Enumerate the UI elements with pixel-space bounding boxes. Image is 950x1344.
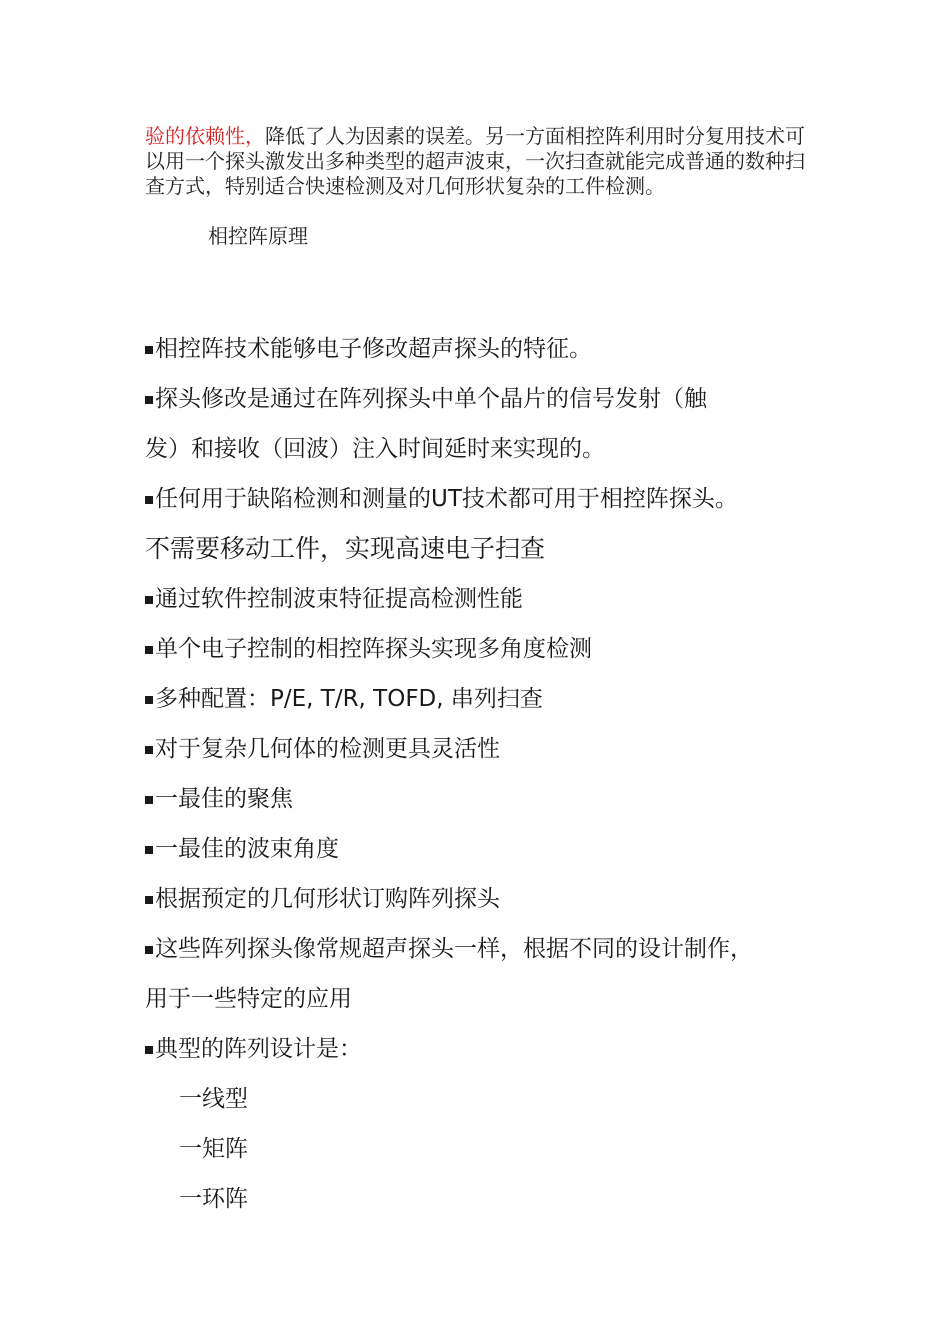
list-item bbox=[145, 874, 835, 924]
sub-list-item bbox=[145, 1174, 835, 1224]
sub-list-item bbox=[145, 1124, 835, 1174]
list-item bbox=[145, 474, 835, 524]
list-item bbox=[145, 724, 835, 774]
list-item bbox=[145, 374, 835, 424]
bullet-square-icon bbox=[145, 946, 153, 954]
list-item bbox=[145, 824, 835, 874]
bullet-square-icon bbox=[145, 496, 153, 504]
bullet-square-icon bbox=[145, 396, 153, 404]
list-item-text: 通过软件控制波束特征提高检测性能 bbox=[155, 586, 523, 612]
list-item-text: 一最佳的聚焦 bbox=[155, 786, 293, 812]
list-item-text: 相控阵技术能够电子修改超声探头的特征。 bbox=[155, 336, 592, 362]
list-item bbox=[145, 324, 835, 374]
list-item-text: 任何用于缺陷检测和测量的UT技术都可用于相控阵探头。 bbox=[155, 486, 738, 512]
list-item-text: 一最佳的波束角度 bbox=[155, 836, 339, 862]
list-statement bbox=[145, 524, 835, 574]
list-item-text: 对于复杂几何体的检测更具灵活性 bbox=[155, 736, 500, 762]
list-item bbox=[145, 674, 835, 724]
sub-list-item bbox=[145, 1074, 835, 1124]
intro-text: 降低了人为因素的误差。另一方面相控阵利用时分复用技术可以用一个探头激发出多种类型的超声波束，一次扫查就能完成普通的数种扫查方式，特别适合快速检测及对几何形状复杂的工件检测。 bbox=[145, 124, 805, 198]
list-item-text: 一环阵 bbox=[179, 1186, 248, 1212]
list-item-text: 探头修改是通过在阵列探头中单个晶片的信号发射（触 bbox=[155, 386, 707, 412]
intro-paragraph bbox=[145, 124, 815, 199]
list-item bbox=[145, 924, 835, 974]
bullet-square-icon bbox=[145, 796, 153, 804]
bullet-square-icon bbox=[145, 746, 153, 754]
list-item-continuation bbox=[145, 974, 835, 1024]
list-item-text: 这些阵列探头像常规超声探头一样，根据不同的设计制作， bbox=[155, 936, 753, 962]
bullet-square-icon bbox=[145, 896, 153, 904]
intro-highlight: 验的依赖性， bbox=[145, 124, 265, 148]
list-item-text: 多种配置：P/E, T/R, TOFD, 串列扫查 bbox=[155, 686, 543, 712]
list-item bbox=[145, 1024, 835, 1074]
bullet-square-icon bbox=[145, 846, 153, 854]
list-item-text: 典型的阵列设计是： bbox=[155, 1036, 362, 1062]
list-item-text: 单个电子控制的相控阵探头实现多角度检测 bbox=[155, 636, 592, 662]
principle-list bbox=[145, 324, 835, 1224]
list-item bbox=[145, 624, 835, 674]
bullet-square-icon bbox=[145, 596, 153, 604]
list-item bbox=[145, 774, 835, 824]
list-item-continuation bbox=[145, 424, 835, 474]
bullet-square-icon bbox=[145, 646, 153, 654]
bullet-square-icon bbox=[145, 696, 153, 704]
bullet-square-icon bbox=[145, 346, 153, 354]
bullet-square-icon bbox=[145, 1046, 153, 1054]
list-item bbox=[145, 574, 835, 624]
list-item-text: 用于一些特定的应用 bbox=[145, 986, 352, 1012]
list-item-text: 不需要移动工件，实现高速电子扫查 bbox=[145, 534, 546, 563]
list-item-text: 一线型 bbox=[179, 1086, 248, 1112]
list-item-text: 发）和接收（回波）注入时间延时来实现的。 bbox=[145, 436, 605, 462]
section-heading: 相控阵原理 bbox=[208, 224, 308, 248]
list-item-text: 根据预定的几何形状订购阵列探头 bbox=[155, 886, 500, 912]
list-item-text: 一矩阵 bbox=[179, 1136, 248, 1162]
